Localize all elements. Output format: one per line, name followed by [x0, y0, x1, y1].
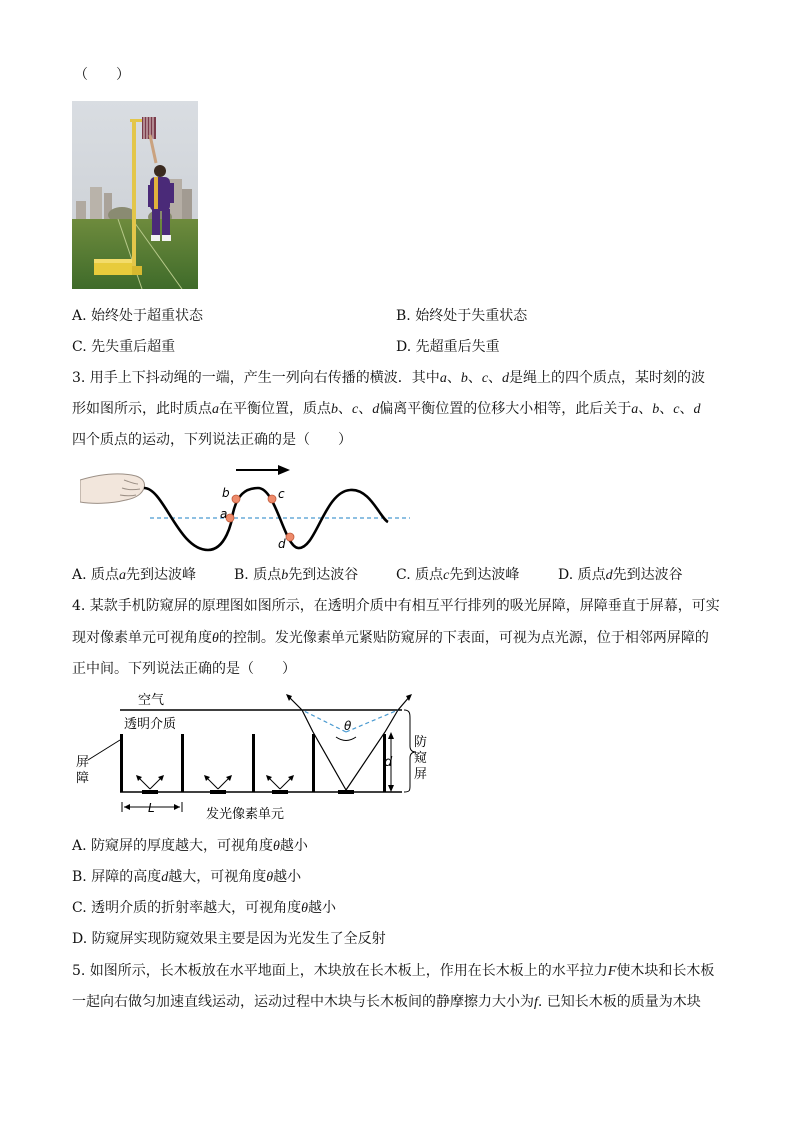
- particle-label-b: b: [222, 486, 230, 500]
- q2-option-c: C. 先失重后超重: [72, 339, 176, 355]
- q4-stem-line-2: 现对像素单元可视角度θ的控制。发光像素单元紧贴防窥屏的下表面，可视为点光源，位于相邻两屏障的: [72, 630, 709, 646]
- particle-label-a: a: [220, 507, 228, 521]
- q3-stem-line-3: 四个质点的运动，下列说法正确的是（ ）: [72, 432, 352, 448]
- q2-option-b: B. 始终处于失重状态: [396, 308, 528, 324]
- answer-bracket: （ ）: [74, 67, 130, 83]
- label-theta: θ: [344, 719, 352, 733]
- q2-option-a: A. 始终处于超重状态: [72, 308, 204, 324]
- label-L: L: [148, 801, 155, 815]
- q4-stem-line-3: 正中间。下列说法正确的是（ ）: [72, 661, 296, 677]
- q3-option-d: D. 质点d先到达波谷: [558, 567, 683, 583]
- label-air: 空气: [138, 693, 165, 708]
- privacy-screen-figure: [70, 686, 440, 826]
- q5-stem-line-2: 一起向右做匀加速直线运动，运动过程中木块与长木板间的静摩擦力大小为f. 已知长木板的质量为木块: [72, 994, 701, 1010]
- label-screen-3: 屏: [414, 767, 428, 782]
- q4-option-c: C. 透明介质的折射率越大，可视角度θ越小: [72, 900, 337, 916]
- q3-option-a: A. 质点a先到达波峰: [72, 567, 197, 583]
- particle-label-d: d: [278, 537, 286, 551]
- q2-option-d: D. 先超重后失重: [396, 339, 500, 355]
- label-screen-1: 防: [414, 735, 428, 750]
- q5-stem-line-1: 5. 如图所示，长木板放在水平地面上，木块放在长木板上，作用在长木板上的水平拉力F使木块和长木板: [72, 963, 715, 979]
- label-barrier-2: 障: [76, 771, 90, 786]
- q3-option-c: C. 质点c先到达波峰: [396, 567, 520, 583]
- label-screen-2: 窥: [414, 751, 428, 766]
- particle-label-c: c: [278, 487, 285, 501]
- athlete-photo: [72, 101, 198, 289]
- label-pixel: 发光像素单元: [206, 807, 285, 822]
- q4-option-b: B. 屏障的高度d越大，可视角度θ越小: [72, 869, 302, 885]
- label-medium: 透明介质: [124, 717, 177, 732]
- label-barrier-1: 屏: [76, 755, 90, 770]
- q4-option-a: A. 防窥屏的厚度越大，可视角度θ越小: [72, 838, 308, 854]
- q4-option-d: D. 防窥屏实现防窥效果主要是因为光发生了全反射: [72, 931, 386, 947]
- q4-stem-line-1: 4. 某款手机防窥屏的原理图如图所示，在透明介质中有相互平行排列的吸光屏障，屏障垂直于屏幕，可实: [72, 598, 720, 614]
- label-d: d: [384, 755, 393, 770]
- q3-option-b: B. 质点b先到达波谷: [234, 567, 359, 583]
- wave-figure: [80, 458, 410, 558]
- q3-stem-line-2: 形如图所示，此时质点a在平衡位置，质点b、c、d偏离平衡位置的位移大小相等，此后关于a、b、c、d: [72, 401, 701, 417]
- q3-stem-line-1: 3. 用手上下抖动绳的一端，产生一列向右传播的横波．其中a、b、c、d是绳上的四个质点，某时刻的波: [72, 370, 706, 386]
